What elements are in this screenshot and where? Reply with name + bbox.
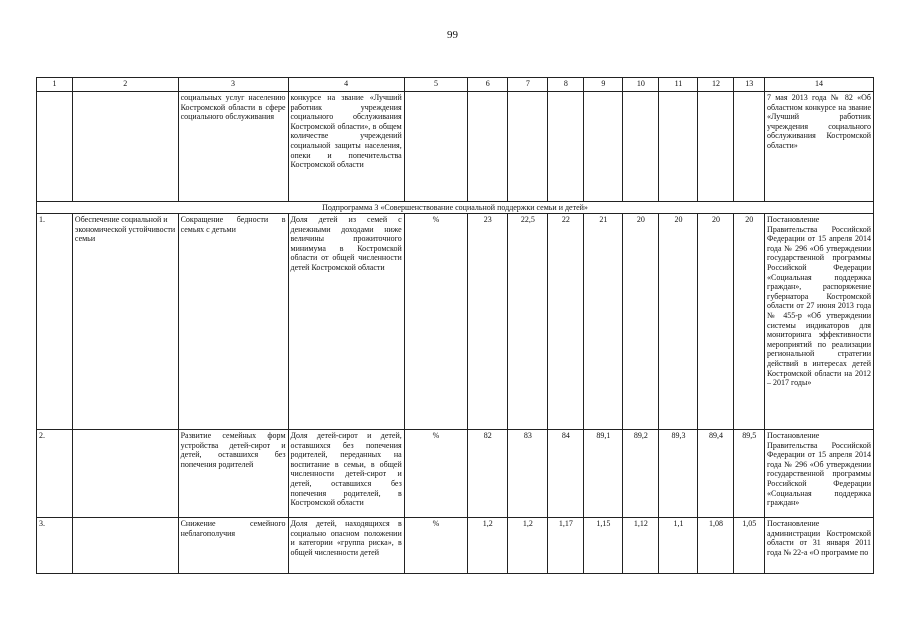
- goal-cell: [72, 518, 178, 574]
- value-cell: 89,5: [734, 430, 765, 518]
- task-cell: Снижение семейного неблагополучия: [178, 518, 288, 574]
- task-cell: социальных услуг населению Костромской области в сфере социального обслуживания: [178, 92, 288, 202]
- task-cell: Развитие семейных форм устройства детей-сирот и детей, оставшихся без попечения родителей: [178, 430, 288, 518]
- table-cell: [37, 92, 73, 202]
- column-header: 9: [584, 78, 623, 92]
- value-cell: 89,4: [698, 430, 734, 518]
- value-cell: 22,5: [508, 214, 548, 430]
- basis-cell: 7 мая 2013 года № 82 «Об областном конкурсе на звание «Лучший работник учреждения социального обслуживания Костромской области»: [765, 92, 874, 202]
- indicator-cell: Доля детей из семей с денежными доходами ниже величины прожиточного минимума в Костромской области от общей численности детей Костромской области: [288, 214, 404, 430]
- value-cell: 20: [734, 214, 765, 430]
- table-cell: [548, 92, 584, 202]
- value-cell: 1,08: [698, 518, 734, 574]
- task-cell: Сокращение бедности в семьях с детьми: [178, 214, 288, 430]
- value-cell: 20: [623, 214, 659, 430]
- column-header: 12: [698, 78, 734, 92]
- value-cell: 1,12: [623, 518, 659, 574]
- table-cell: [623, 92, 659, 202]
- value-cell: 1,2: [508, 518, 548, 574]
- indicator-cell: конкурсе на звание «Лучший работник учреждения социального обслуживания Костромской области», в общем количестве учреждений социальной защиты населения, опеки и попечительства Костромской области: [288, 92, 404, 202]
- table-row: [37, 518, 874, 574]
- value-cell: 20: [698, 214, 734, 430]
- basis-cell: Постановление Правительства Российской Федерации от 15 апреля 2014 года № 296 «Об утверждении государственной программы Российской Федерации «Социальная поддержка граждан», распоряжение губернатора Костромской области от 27 июня 2013 года № 455-р «Об утверждении системы индикаторов для мониторинга эффективности мероприятий по реализации региональной стратегии действий в интересах детей Костромской области на 2012 – 2017 годы»: [765, 214, 874, 430]
- column-header: 14: [765, 78, 874, 92]
- unit-cell: %: [404, 214, 467, 430]
- row-number: 1.: [37, 214, 73, 430]
- unit-cell: %: [404, 430, 467, 518]
- value-cell: 23: [468, 214, 508, 430]
- value-cell: 1,1: [659, 518, 698, 574]
- subprogram-title: Подпрограмма 3 «Совершенствование социальной поддержки семьи и детей»: [37, 202, 874, 214]
- table-cell: [734, 92, 765, 202]
- column-header: 11: [659, 78, 698, 92]
- table-cell: [468, 92, 508, 202]
- indicators-table: [36, 77, 874, 574]
- value-cell: 83: [508, 430, 548, 518]
- row-number: 3.: [37, 518, 73, 574]
- column-header: 3: [178, 78, 288, 92]
- value-cell: 22: [548, 214, 584, 430]
- subprogram-row: [37, 202, 874, 214]
- table-cell: [72, 92, 178, 202]
- table-cell: [659, 92, 698, 202]
- value-cell: 21: [584, 214, 623, 430]
- value-cell: 89,2: [623, 430, 659, 518]
- table-cell: [508, 92, 548, 202]
- continuation-row: [37, 92, 874, 202]
- column-header: 13: [734, 78, 765, 92]
- value-cell: 82: [468, 430, 508, 518]
- basis-cell: Постановление администрации Костромской области от 31 января 2011 года № 22-а «О программе по: [765, 518, 874, 574]
- column-header: 8: [548, 78, 584, 92]
- column-header: 1: [37, 78, 73, 92]
- value-cell: 89,1: [584, 430, 623, 518]
- table-row: [37, 214, 874, 430]
- row-number: 2.: [37, 430, 73, 518]
- value-cell: 1,15: [584, 518, 623, 574]
- goal-cell: [72, 430, 178, 518]
- unit-cell: %: [404, 518, 467, 574]
- column-header: 10: [623, 78, 659, 92]
- column-header: 7: [508, 78, 548, 92]
- value-cell: 1,05: [734, 518, 765, 574]
- column-number-row: [37, 78, 874, 92]
- table-cell: [584, 92, 623, 202]
- table-cell: [404, 92, 467, 202]
- indicator-cell: Доля детей, находящихся в социально опасном положении и категории «группа риска», в общей численности детей: [288, 518, 404, 574]
- column-header: 2: [72, 78, 178, 92]
- value-cell: 84: [548, 430, 584, 518]
- indicator-cell: Доля детей-сирот и детей, оставшихся без попечения родителей, переданных на воспитание в семьи, в общей численности детей-сирот и детей, оставшихся без попечения родителей, в Костромской области: [288, 430, 404, 518]
- table-row: [37, 430, 874, 518]
- value-cell: 20: [659, 214, 698, 430]
- basis-cell: Постановление Правительства Российской Федерации от 15 апреля 2014 года № 296 «Об утверждении государственной программы Российской Федерации «Социальная поддержка граждан»: [765, 430, 874, 518]
- value-cell: 89,3: [659, 430, 698, 518]
- value-cell: 1,17: [548, 518, 584, 574]
- column-header: 5: [404, 78, 467, 92]
- goal-cell: Обеспечение социальной и экономической устойчивости семьи: [72, 214, 178, 430]
- table-cell: [698, 92, 734, 202]
- column-header: 6: [468, 78, 508, 92]
- value-cell: 1,2: [468, 518, 508, 574]
- column-header: 4: [288, 78, 404, 92]
- page-number: 99: [447, 29, 458, 41]
